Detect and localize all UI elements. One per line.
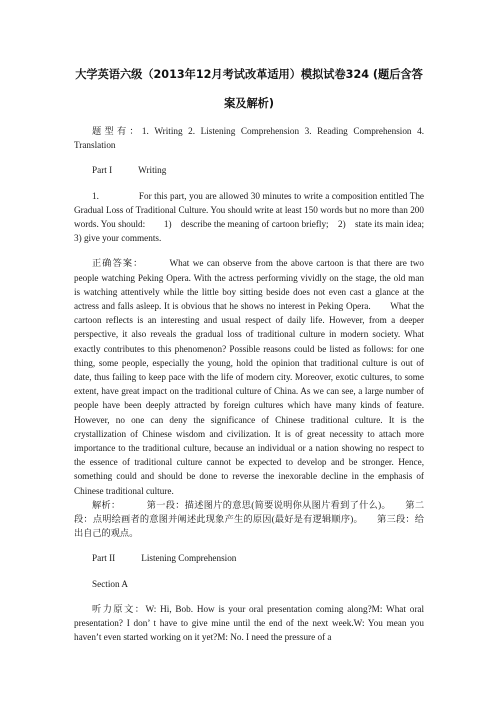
answer-paragraph [74,256,424,497]
analysis-paragraph [74,498,424,541]
analysis-text: 第一段：描述图片的意思(简要说明你从图片看到了什么)。 第二段：点明绘画者的意图并阐述此现象产生的原因(最好是有逻辑顺序)。 第三段：给出自己的观点。 [74,499,425,539]
question-1 [74,189,443,246]
answer-text: What we can observe from the above cartoon is that there are two people watching Peking Opera. With the actress performing vividly on the stage, the old man is watching attentively while the little boy sitting beside does not even cast a glance at the actress and falls asleep. It is obvious that he shows no interest in Peking Opera. What the cartoon reflects is an interesting and usual respect of daily life. However, from a deeper perspective, it also reveals the gradual loss of traditional culture in modern society. What exactly contributes to this phenomenon? Possible reasons could be listed as follows: for one thing, some people, especially the young, hold the opinion that traditional culture is out of date, thus failing to keep pace with the life of modern city. Moreover, exotic cultures, to some extent, have great impact on the traditional culture of China. As we can see, a large number of people have been deeply attracted by foreign cultures which have many kinds of feature. However, no one can deny the significance of Chinese traditional culture. It is the crystallization of Chinese wisdom and civilization. It is of great necessity to attach more importance to the traditional culture, because an individual or a nation showing no respect to the essence of traditional culture cannot be expected to develop and be stronger. Hence, something could and should be done to reverse the inexorable decline in the emphasis of Chinese traditional culture. [74,258,425,496]
analysis-label: 解析： [92,499,121,510]
section-a-heading: Section A [92,578,128,589]
part-2-name: Listening Comprehension [141,553,237,564]
part-1-label: Part I [92,165,113,176]
question-1-text: For this part, you are allowed 30 minutes to write a composition entitled The Gradual Loss of Traditional Culture. You should write at least 150 words but no more than 200 words. You should: 1) describe the meaning of cartoon briefly; 2) state its main idea; 3) give your comments. [74,190,443,244]
document-title [74,60,424,118]
transcript-paragraph [74,602,424,645]
transcript-text: W: Hi, Bob. How is your oral presentation coming along?M: What oral presentation? I don’ t have to give mine until the end of the next week.W: You mean you haven’t even started working on it yet?M: No. I need the pressure of a [74,603,425,643]
part-2-label: Part II [92,553,116,564]
part-2-heading [74,551,424,565]
part-1-heading [74,163,424,177]
document-page [74,60,443,645]
title-line-1: 大学英语六级（2013年12月考试改革适用）模拟试卷324 (题后含答 [75,68,423,81]
transcript-label: 听力原文： [92,603,146,614]
question-1-number: 1. [92,190,99,201]
title-line-2: 案及解析) [224,97,274,110]
part-1-name: Writing [138,165,167,176]
answer-label: 正确答案： [92,258,144,269]
question-types: 题型有：1. Writing 2. Listening Comprehension 3. Reading Comprehension 4. Translation [74,126,424,151]
